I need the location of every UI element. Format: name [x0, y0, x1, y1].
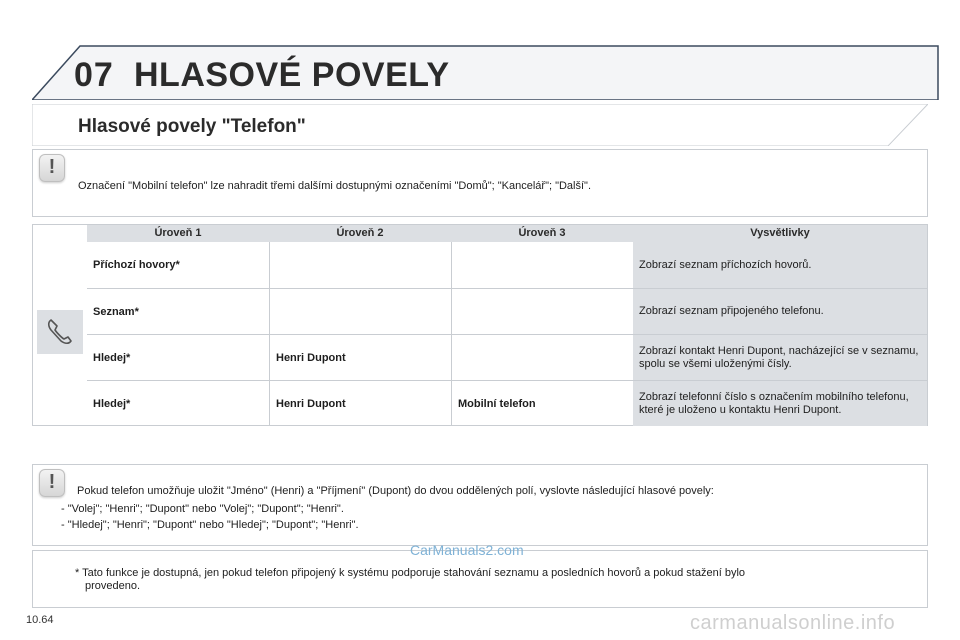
cell-level1: Hledej* [93, 397, 131, 410]
footnote-box [32, 550, 928, 608]
chapter-number: 07 [74, 56, 114, 94]
watermark-site: CarManuals2.com [410, 542, 524, 558]
table-header [87, 225, 927, 242]
header-explanation: Vysvětlivky [750, 227, 810, 239]
section-title: Hlasové povely "Telefon" [78, 116, 306, 137]
table-row [87, 242, 927, 288]
cell-explanation: Zobrazí seznam příchozích hovorů. [633, 242, 927, 288]
chapter-title: HLASOVÉ POVELY [134, 56, 450, 94]
table-row [87, 334, 927, 380]
page-number: 10.64 [26, 614, 54, 626]
note-bullet: - "Volej"; "Henri"; "Dupont" nebo "Volej"; "Dupont"; "Henri". [61, 503, 344, 515]
note-name-fields-intro: Pokud telefon umožňuje uložit "Jméno" (Henri) a "Příjmení" (Dupont) do dvou oddělených polí, vyslovte následující hlasové povely: [77, 485, 714, 497]
voice-commands-table [32, 224, 928, 426]
header-level2: Úroveň 2 [336, 227, 384, 239]
table-row [87, 288, 927, 334]
cell-level3: Mobilní telefon [451, 381, 633, 426]
cell-level3 [451, 242, 633, 288]
note-labels-text: Označení "Mobilní telefon" lze nahradit třemi dalšími dostupnými označeními "Domů"; "Kancelář"; "Další". [78, 180, 592, 192]
cell-level1: Hledej* [93, 351, 131, 364]
cell-level1: Příchozí hovory* [93, 259, 180, 271]
footnote-line2: provedeno. [85, 580, 141, 592]
cell-level3 [451, 335, 633, 380]
watermark-footer: carmanualsonline.info [690, 612, 896, 634]
cell-level2: Henri Dupont [269, 381, 451, 426]
warning-icon: ! [39, 154, 65, 182]
note-labels [32, 149, 928, 217]
cell-explanation: Zobrazí telefonní číslo s označením mobilního telefonu, které je uloženo u kontaktu Henri Dupont. [633, 381, 927, 426]
cell-level2 [269, 289, 451, 334]
cell-explanation: Zobrazí seznam připojeného telefonu. [633, 289, 927, 334]
note-bullet: - "Hledej"; "Henri"; "Dupont" nebo "Hledej"; "Dupont"; "Henri". [61, 519, 359, 531]
cell-level2: Henri Dupont [269, 335, 451, 380]
cell-level3 [451, 289, 633, 334]
phone-handset-icon [37, 310, 83, 354]
header-level3: Úroveň 3 [518, 227, 566, 239]
table-row [87, 380, 927, 426]
phone-icon-cell [37, 310, 83, 354]
cell-level1: Seznam* [93, 305, 139, 318]
cell-level2 [269, 242, 451, 288]
warning-icon: ! [39, 469, 65, 497]
header-level1: Úroveň 1 [154, 227, 202, 239]
note-name-fields [32, 464, 928, 546]
footnote-line1: * Tato funkce je dostupná, jen pokud telefon připojený k systému podporuje stahování seznamu a posledních hovorů a pokud stažení bylo [75, 567, 746, 579]
cell-explanation: Zobrazí kontakt Henri Dupont, nacházející se v seznamu, spolu se všemi uloženými čísly. [633, 335, 927, 380]
